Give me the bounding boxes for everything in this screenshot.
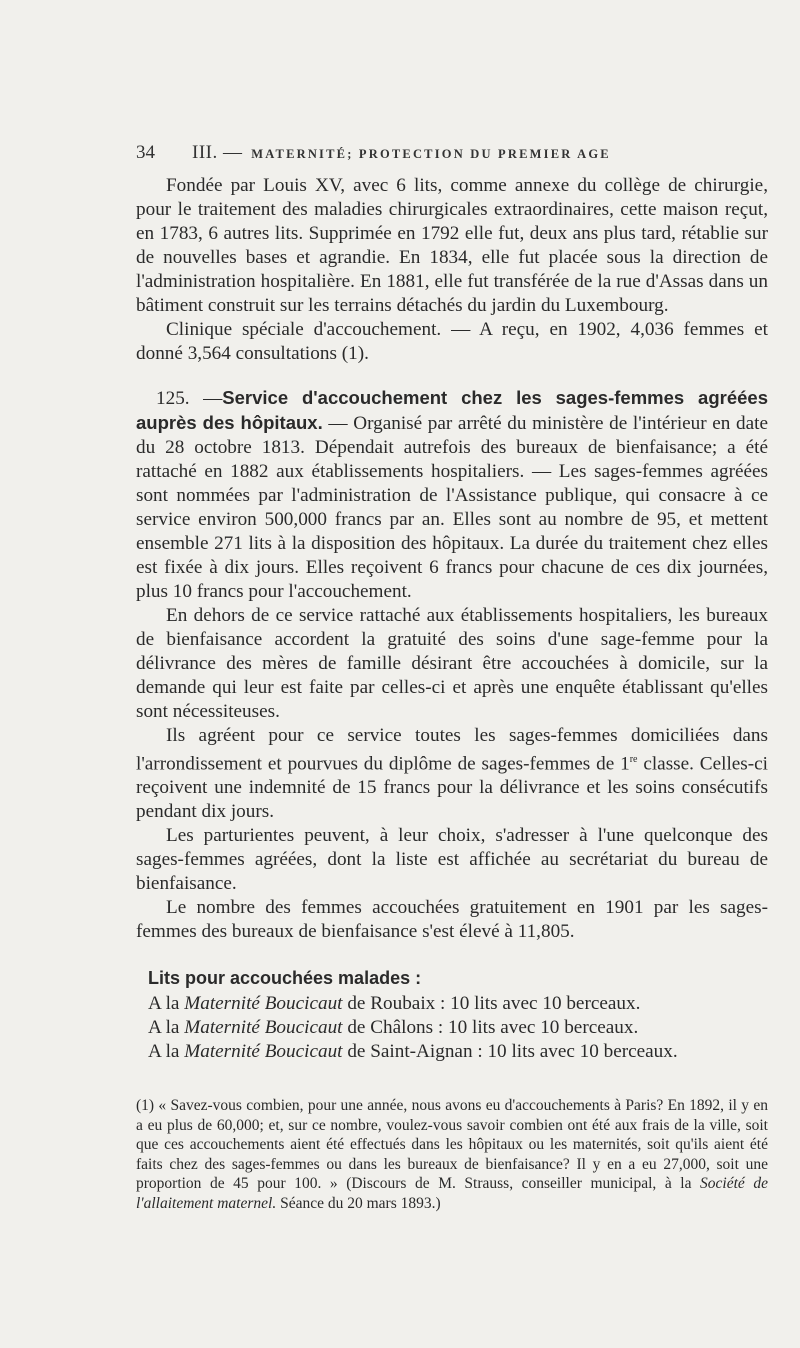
paragraph: Les parturientes peuvent, à leur choix, s'adresser à l'une quelconque des sages-femmes agréées, dont la liste est affichée au secrétariat du bureau de bienfaisance. (136, 825, 768, 895)
footnote-end: Séance du 20 mars 1893.) (276, 1194, 441, 1212)
maternity-name: Maternité Boucicaut (184, 993, 343, 1014)
superscript: re (629, 754, 638, 765)
text-run: classe. Celles-ci reçoivent une indemnité de 15 francs pour la délivrance et les soins consécutifs pendant dix jours. (136, 753, 769, 823)
lits-heading: Lits pour accouchées malades : (148, 968, 422, 988)
text-run: A la (148, 993, 185, 1014)
footnote-italic: Société de l'allaitement maternel. (136, 1175, 768, 1212)
text-run: Ils agréent pour ce service toutes les sages-femmes domiciliées dans l'arrondissement et pourvues du diplôme de sages-femmes de 1 (136, 725, 768, 775)
lits-section (136, 966, 768, 1064)
chapter-number: III. — (192, 142, 243, 163)
text-run: de Roubaix : 10 lits avec 10 berceaux. (342, 993, 641, 1014)
chapter-title: MATERNITÉ; PROTECTION DU PREMIER AGE (251, 147, 611, 161)
section-text: — Organisé par arrêté du ministère de l'intérieur en date du 28 octobre 1813. Dépendait autrefois des bureaux de bienfaisance; a été rattaché en 1882 aux établissements hospitaliers. — Les sages-femmes agréées sont nommées par l'administration de l'Assistance publique, qui consacre à ce service environ 500,000 francs par an. Elles sont au nombre de 95, et mettent ensemble 271 lits à la disposition des hôpitaux. La durée du traitement chez elles est fixée à dix jours. Elles reçoivent 6 francs pour chacune de ces dix journées, plus 10 francs pour l'accouchement. (136, 413, 769, 602)
lits-row (148, 1040, 768, 1064)
text-run: A la (148, 1041, 185, 1062)
paragraph: Fondée par Louis XV, avec 6 lits, comme annexe du collège de chirurgie, pour le traitement des maladies chirurgicales extraordinaires, cette maison reçut, en 1783, 6 autres lits. Supprimée en 1792 elle fut, deux ans plus tard, rétablie sur de nouvelles bases et agrandie. En 1834, elle fut placée sous la direction de l'administration hospitalière. En 1881, elle fut transférée de la rue d'Assas dans un bâtiment construit sur les terrains détachés du jardin du Luxembourg. (136, 175, 768, 316)
page-number: 34 (136, 142, 155, 163)
paragraph (136, 724, 768, 824)
footnote-text: (1) « Savez-vous combien, pour une année, nous avons eu d'accouchements à Paris? En 1892, il y en a eu plus de 60,000; et, sur ce nombre, voulez-vous savoir combien ont été aux frais de la ville, soit que ces accouchements aient été effectués dans les hôpitaux ou les maternités, soit qu'ils aient été faits chez des sages-femmes ou dans les bureaux de bienfaisance? Il y en a eu 27,000, soit une proportion de 45 pour 100. » (Discours de M. Strauss, conseiller municipal, à la (136, 1097, 768, 1192)
lits-row (148, 992, 768, 1016)
maternity-name: Maternité Boucicaut (184, 1041, 343, 1062)
text-run: de Saint-Aignan : 10 lits avec 10 berceaux. (342, 1041, 678, 1062)
lits-row (148, 1016, 768, 1040)
section-title: Service d'accouchement chez les sages-femmes agréées auprès des hôpitaux. (136, 387, 768, 433)
paragraph: Le nombre des femmes accouchées gratuitement en 1901 par les sages-femmes des bureaux de bienfaisance s'est élevé à 11,805. (136, 897, 768, 943)
paragraph: Clinique spéciale d'accouchement. — A reçu, en 1902, 4,036 femmes et donné 3,564 consultations (1). (136, 319, 768, 364)
text-run: de Châlons : 10 lits avec 10 berceaux. (342, 1017, 639, 1038)
text-run: A la (148, 1017, 185, 1038)
main-text (136, 174, 768, 944)
section-paragraph (136, 386, 768, 604)
maternity-name: Maternité Boucicaut (184, 1017, 343, 1038)
footnote (136, 1096, 768, 1213)
section-number: 125. — (156, 388, 223, 409)
paragraph: En dehors de ce service rattaché aux établissements hospitaliers, les bureaux de bienfaisance accordent la gratuité des soins d'une sage-femme pour la délivrance des mères de famille désirant être accouchées à domicile, sur la demande qui leur est faite par celles-ci et après une enquête établissant qu'elles sont nécessiteuses. (136, 605, 768, 722)
running-header (136, 142, 756, 164)
